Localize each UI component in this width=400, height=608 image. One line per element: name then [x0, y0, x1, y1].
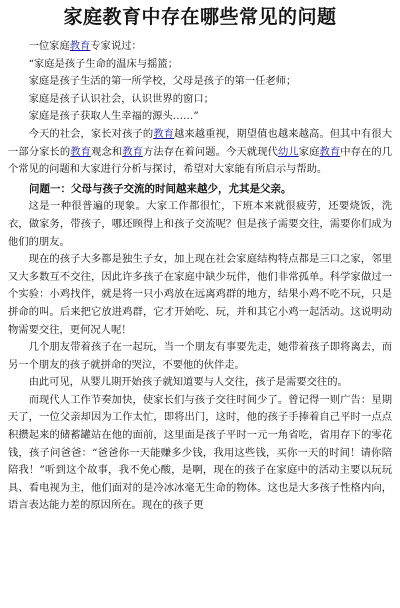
- para-text: 越来越重视，期望值也越来越高。但其中有很大一部分家长的: [8, 127, 393, 158]
- para-text: 观念和: [91, 145, 123, 158]
- education-link[interactable]: 教育: [69, 40, 91, 52]
- intro-line-5: 家庭是孩子获取人生幸福的源头……”: [28, 110, 199, 123]
- education-link[interactable]: 教育: [70, 145, 92, 158]
- paragraph-6: 而现代人工作节奏加快，使家长们与孩子交往时间少了。曾记得一则广告：星期天了，一位父亲却因为工作太忙，即将出门，这时，他的孩子手捧着自己平时一点点积攒起来的储蓄罐站在他的面前，这里面是孩子平时一元一角省吃，省用存下的零花钱，孩子问爸爸：“爸爸你一天能赚多少钱，我用这些钱，买你一天的时间！请你陪陪我！”听到这个故事，我不免心酸，是啊，现在的孩子在家庭中的活动主要以玩玩具、看电视为主，他们面对的是冷冰冰毫无生命的物体。这也是大多孩子性格内向，语言表达能力差的原因所在。现在的孩子更: [8, 393, 392, 512]
- page-title: 家庭教育中存在哪些常见的问题: [63, 6, 337, 28]
- paragraph-4: 几个朋友带着孩子在一起玩，当一个朋友有事要先走，她带着孩子即将离去，而另一个朋友的孩子就拼命的哭泣，不要他的伙伴走。: [8, 341, 392, 371]
- intro-text: 一位家庭: [28, 40, 70, 52]
- paragraph-5: 由此可见，从婴儿期开始孩子就知道要与人交往，孩子是需要交往的。: [28, 376, 348, 389]
- intro-line-4: 家庭是孩子认识社会，认识世界的窗口；: [28, 92, 214, 105]
- para-text: 中存在的几个常见的问题和大家进行分析与探讨，希望对大家能有所启示与帮助。: [8, 145, 393, 176]
- kindergarten-link[interactable]: 幼儿: [277, 145, 299, 158]
- education-link[interactable]: 教育: [319, 145, 341, 158]
- paragraph-3: 现在的孩子大多都是独生子女，加上现在社会家庭结构特点都是三口之家，邻里又大多数互不交往，因此许多孩子在家庭中缺少玩伴，他们非常孤单。科学家做过一个实验：小鸡找伴，就是将一只小鸡放在远离鸡群的地方，结果小鸡不吃不玩，只是拼命的叫。后来把它放进鸡群，它才开始吃、玩，并和其它小鸡一起活动。这说明动物需要交往，更何况人呢！: [8, 253, 392, 336]
- intro-text: 专家说过：: [90, 40, 142, 52]
- para-text: 方法存在着问题。今天就现代: [142, 145, 278, 158]
- intro-line-1: [8, 38, 392, 56]
- intro-line-2: “家庭是孩子生命的温床与摇篮；: [28, 57, 179, 70]
- para-text: 家庭: [298, 145, 320, 158]
- education-link[interactable]: 教育: [153, 127, 175, 140]
- education-link[interactable]: 教育: [122, 145, 143, 158]
- para-text: 今天的社会，家长对孩子的: [28, 127, 154, 140]
- problem-1-heading: 问题一：父母与孩子交流的时间越来越少，尤其是父亲。: [29, 182, 292, 195]
- paragraph-2: 这是一种很普遍的现象。大家工作都很忙，下班本来就很疲劳，还要烧饭，洗衣，做家务，带孩子，哪还顾得上和孩子交流呢？但是孩子需要交往，需要你们成为他们的朋友。: [8, 200, 392, 248]
- paragraph-1: [8, 126, 392, 179]
- intro-line-3: 家庭是孩子生活的第一所学校，父母是孩子的第一任老师；: [28, 75, 297, 88]
